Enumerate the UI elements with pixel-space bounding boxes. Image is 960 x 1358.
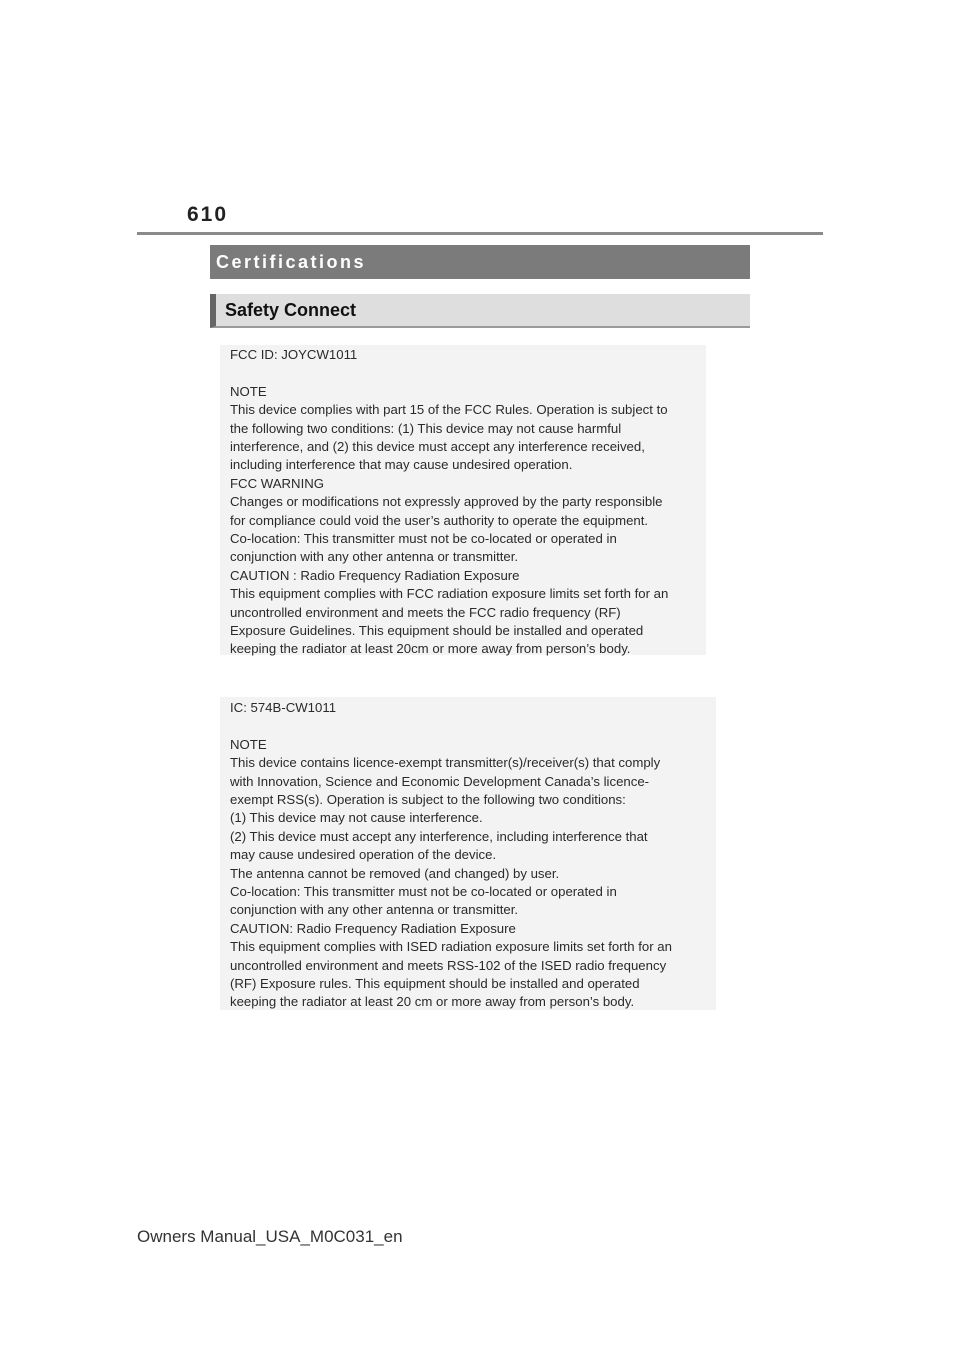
fcc-notice-line: keeping the radiator at least 20cm or more away from person’s body. xyxy=(230,641,631,657)
fcc-notice-line: This device complies with part 15 of the FCC Rules. Operation is subject to xyxy=(230,402,668,418)
ic-notice xyxy=(220,697,716,1010)
ic-notice-line: uncontrolled environment and meets RSS-102 of the ISED radio frequency xyxy=(230,957,667,973)
fcc-notice-line: This equipment complies with FCC radiation exposure limits set forth for an xyxy=(230,586,669,602)
fcc-notice-line: uncontrolled environment and meets the FCC radio frequency (RF) xyxy=(230,604,621,620)
fcc-notice-line: Co-location: This transmitter must not be co-located or operated in xyxy=(230,531,617,547)
ic-notice-line: IC: 574B-CW1011 xyxy=(230,700,337,715)
fcc-notice-line: FCC ID: JOYCW1011 xyxy=(230,347,358,362)
ic-notice-line: keeping the radiator at least 20 cm or more away from person’s body. xyxy=(230,994,635,1010)
fcc-notice-line: NOTE xyxy=(230,383,267,399)
ic-notice-line: conjunction with any other antenna or transmitter. xyxy=(230,902,519,918)
ic-notice-line: may cause undesired operation of the device. xyxy=(230,847,497,863)
fcc-notice-line: CAUTION : Radio Frequency Radiation Exposure xyxy=(230,567,520,583)
fcc-notice-line: conjunction with any other antenna or transmitter. xyxy=(230,549,519,565)
fcc-notice-line: Changes or modifications not expressly approved by the party responsible xyxy=(230,494,663,510)
ic-notice-line: CAUTION: Radio Frequency Radiation Exposure xyxy=(230,920,516,936)
fcc-notice-line: Exposure Guidelines. This equipment should be installed and operated xyxy=(230,623,644,639)
ic-notice-line: (RF) Exposure rules. This equipment should be installed and operated xyxy=(230,976,640,992)
fcc-notice-spacer xyxy=(230,364,706,382)
ic-notice-line: This device contains licence-exempt transmitter(s)/receiver(s) that comply xyxy=(230,755,661,771)
section-title: Certifications xyxy=(210,245,750,279)
fcc-notice-line: the following two conditions: (1) This device may not cause harmful xyxy=(230,420,622,436)
ic-notice-line: (2) This device must accept any interference, including interference that xyxy=(230,828,648,844)
ic-notice-line: with Innovation, Science and Economic Development Canada’s licence- xyxy=(230,773,650,789)
ic-notice-line: NOTE xyxy=(230,736,267,752)
fcc-notice xyxy=(220,345,706,655)
ic-notice-line: This equipment complies with ISED radiation exposure limits set forth for an xyxy=(230,939,672,955)
ic-notice-line: Co-location: This transmitter must not be co-located or operated in xyxy=(230,884,617,900)
fcc-notice-line: for compliance could void the user’s authority to operate the equipment. xyxy=(230,512,649,528)
ic-notice-line: The antenna cannot be removed (and changed) by user. xyxy=(230,865,560,881)
fcc-notice-line: including interference that may cause undesired operation. xyxy=(230,457,573,473)
ic-notice-line: (1) This device may not cause interference. xyxy=(230,810,483,826)
fcc-notice-line: FCC WARNING xyxy=(230,475,325,491)
header-divider xyxy=(137,232,823,235)
page-number: 610 xyxy=(187,203,229,226)
ic-notice-line: exempt RSS(s). Operation is subject to the following two conditions: xyxy=(230,792,626,808)
footer-manual-id: Owners Manual_USA_M0C031_en xyxy=(137,1227,403,1246)
subsection-title: Safety Connect xyxy=(210,294,750,328)
fcc-notice-line: interference, and (2) this device must accept any interference received, xyxy=(230,439,645,455)
ic-notice-spacer xyxy=(230,717,716,735)
